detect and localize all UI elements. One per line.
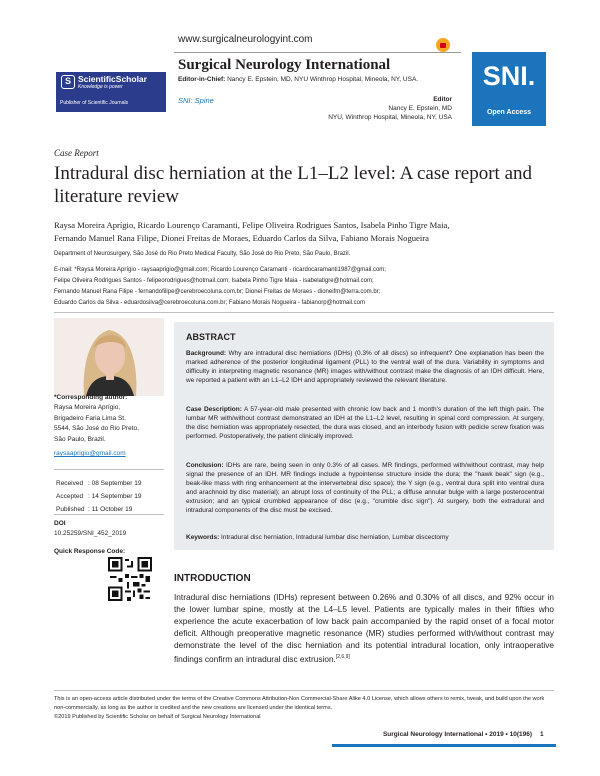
date-row <box>56 478 141 489</box>
journal-reference: Surgical Neurology International • 2019 • 10(196) <box>382 731 532 738</box>
publisher-tagline: Knowledge is power <box>78 84 123 90</box>
qr-code-label: Quick Response Code: <box>54 548 126 555</box>
affiliation: Department of Neurosurgery, São José do Rio Preto Medical Faculty, São José do Rio Preto, São Paulo, Brazil. <box>54 251 351 257</box>
author-list <box>54 219 554 245</box>
article-title: Intradural disc herniation at the L1–L2 level: A case report and literature review <box>54 163 532 207</box>
address-line: 5544, São José do Rio Preto, <box>54 425 139 432</box>
corresponding-email-link[interactable]: raysaaprigio@gmail.com <box>54 450 126 457</box>
publication-dates <box>54 476 143 517</box>
abstract-heading: ABSTRACT <box>186 332 236 342</box>
section-editor <box>328 95 452 122</box>
background-text: Why are intradural disc herniations (IDHs) (0.3% of all discs) so infrequent? One explanation has been the marked adherence of the posterior longitudinal ligament (PLL) to the ventral wall of the dura. Variability in symptoms and difficulty in interpreting magnetic resonance (MR) images with/without contrast make the diagnosis of an IDH difficult. Here, we reported a patient with an L1–L2 IDH and appropriately reviewed the relevant literature. <box>186 350 545 384</box>
address-line: Raysa Moreira Aprígio, <box>54 404 121 411</box>
authors-line-1: Raysa Moreira Aprígio, Ricardo Lourenço Caramanti, Felipe Oliveira Rodrigues Santos, Isabela Pinho Tigre Maia, <box>54 220 450 230</box>
copyright-text: ©2019 Published by Scientific Scholar on behalf of Surgical Neurology International <box>54 714 261 720</box>
eic-value: Nancy E. Epstein, MD, NYU Winthrop Hospital, Mineola, NY, USA. <box>227 76 419 83</box>
sidebar-divider <box>54 514 164 515</box>
license-text: This is an open-access article distributed under the terms of the Creative Commons Attribution-Non Commercial-Share Alike 4.0 License, which allows others to remix, tweak, and build upon the work non-commercially, as long as the author is credited and the new creations are licensed under the identical terms. <box>54 696 545 711</box>
author-photo <box>54 318 164 396</box>
abstract-keywords <box>186 533 544 542</box>
section-name: SNI: Spine <box>178 96 214 105</box>
header-divider <box>174 52 461 53</box>
introduction-text: Intradural disc herniations (IDHs) represent between 0.26% and 0.30% of all discs, and 92% occur in the lower lumbar spine, mostly at the L4–L5 level. Patients are typically males in their fifties who experience the acute exacerbation of low back pain accompanied by the rapid onset of a focal motor deficit. Although preoperative magnetic resonance (MR) studies performed with/without contrast may demonstrate the level of the disc herniation and its potential intradural location, only intraoperative findings confirm an intradural disc extrusion. <box>174 592 554 664</box>
page-number: 1 <box>540 731 544 738</box>
doi-label: DOI <box>54 520 66 527</box>
date-value: : 08 September 19 <box>88 480 142 487</box>
email-line: E-mail: *Raysa Moreira Aprígio - raysaaprigio@gmail.com; Ricardo Lourenço Caramanti - ricardocaramanti1987@gmail.com; <box>54 267 386 273</box>
email-line: Eduardo Carlos da Silva - eduardosilva@cerebroecoluna.com.br; Fabiano Morais Nogueira - fabianorp@hotmail.com <box>54 300 366 306</box>
keywords-text: Intradural disc herniation, Intradural lumbar disc herniation, Lumbar discectomy <box>221 534 449 541</box>
sni-logo-text: SNI. <box>482 61 536 91</box>
case-text: A 57-year-old male presented with chronic low back and 1 month's duration of the left thigh pain. The lumbar MR with/without contrast demonstrated an IDH at the L1–L2 level, resulting in spinal cord compression. At surgery, the disc herniation was appropriately resected, the dura was closed, and an interbody fusion with pedicle screw fixation was performed. Postoperatively, the patient clinically improved. <box>186 406 544 440</box>
editor-in-chief <box>178 76 418 83</box>
email-line: Felipe Oliveira Rodrigues Santos - felipeorodrigues@hotmail.com; Isabela Pinho Tigre Maia - isabelatigre@hotmail.com; <box>54 278 374 284</box>
qr-code-icon[interactable] <box>108 557 152 601</box>
date-value: : 14 September 19 <box>88 493 142 500</box>
section-divider <box>54 312 554 313</box>
case-label: Case Description: <box>186 406 242 413</box>
footer-accent-bar <box>332 744 556 747</box>
introduction-heading: INTRODUCTION <box>174 573 251 584</box>
address-line: Brigadeiro Faria Lima St. <box>54 414 126 422</box>
publisher-mark-icon: S <box>61 75 75 89</box>
publisher-logo <box>56 72 166 112</box>
article-type: Case Report <box>54 148 99 158</box>
email-line: Fernando Manuel Rana Filipe - fernandofilipe@cerebroecoluna.com.br; Dionei Freitas de Moraes - dioneifm@terra.com.br; <box>54 289 381 295</box>
date-label: Accepted <box>56 493 84 500</box>
date-row <box>56 491 141 502</box>
site-url[interactable]: www.surgicalneurologyint.com <box>178 34 313 45</box>
address-line: São Paulo, Brazil. <box>54 435 106 443</box>
corresponding-author-label: *Corresponding author: <box>54 394 128 401</box>
date-label: Received <box>56 480 84 487</box>
doi-value[interactable]: 10.25259/SNI_452_2019 <box>54 530 127 537</box>
sni-logo <box>472 52 546 126</box>
introduction-body <box>174 591 554 665</box>
background-label: Background: <box>186 350 227 357</box>
editor-label: Editor <box>433 96 452 103</box>
corresponding-address <box>54 403 164 445</box>
journal-title: Surgical Neurology International <box>178 57 391 73</box>
abstract-conclusion <box>186 461 544 515</box>
date-label: Published <box>56 506 85 513</box>
conclusion-text: IDHs are rare, being seen in only 0.3% of all cases. MR findings, performed with/without contrast, may help signal the presence of an IDH. MR findings include a hypointense structure inside the dura; the "hawk beak" sign (e.g., beak-like mass with ring enhancement at the intervertebral disc space); the Y sign (e.g., ventral dura split into ventral dura and arachnoid by disc material); an abrupt loss of continuity of the PLL; a diffuse annular bulge with a large posterocentral extrusion; and an typical crumbled appearance of disc (e.g., "crumble disc sign"). At surgery, both the extradural and intradural components of the disc must be excised. <box>186 462 545 514</box>
author-emails <box>54 265 554 309</box>
eic-label: Editor-in-Chief: <box>178 76 226 83</box>
sidebar-divider <box>54 469 164 470</box>
footer-divider <box>54 690 554 691</box>
abstract-background <box>186 349 544 385</box>
open-access-label: Open Access <box>486 109 532 116</box>
publisher-name: ScientificScholar <box>78 74 147 84</box>
keywords-label: Keywords: <box>186 534 220 541</box>
editor-affiliation: NYU, Winthrop Hospital, Mineola, NY, USA <box>328 114 452 121</box>
citation-ref[interactable]: [2,6,9] <box>335 654 350 660</box>
conclusion-label: Conclusion: <box>186 462 224 469</box>
date-value: : 11 October 19 <box>88 506 133 513</box>
abstract-case <box>186 405 544 441</box>
open-access-lock-icon <box>436 38 450 52</box>
editor-name: Nancy E. Epstein, MD <box>388 105 452 112</box>
publisher-subtitle: Publisher of Scientific Journals <box>60 100 129 106</box>
authors-line-2: Fernando Manuel Rana Filipe, Dionei Freitas de Moraes, Eduardo Carlos da Silva, Fabiano Morais Nogueira <box>54 233 429 243</box>
